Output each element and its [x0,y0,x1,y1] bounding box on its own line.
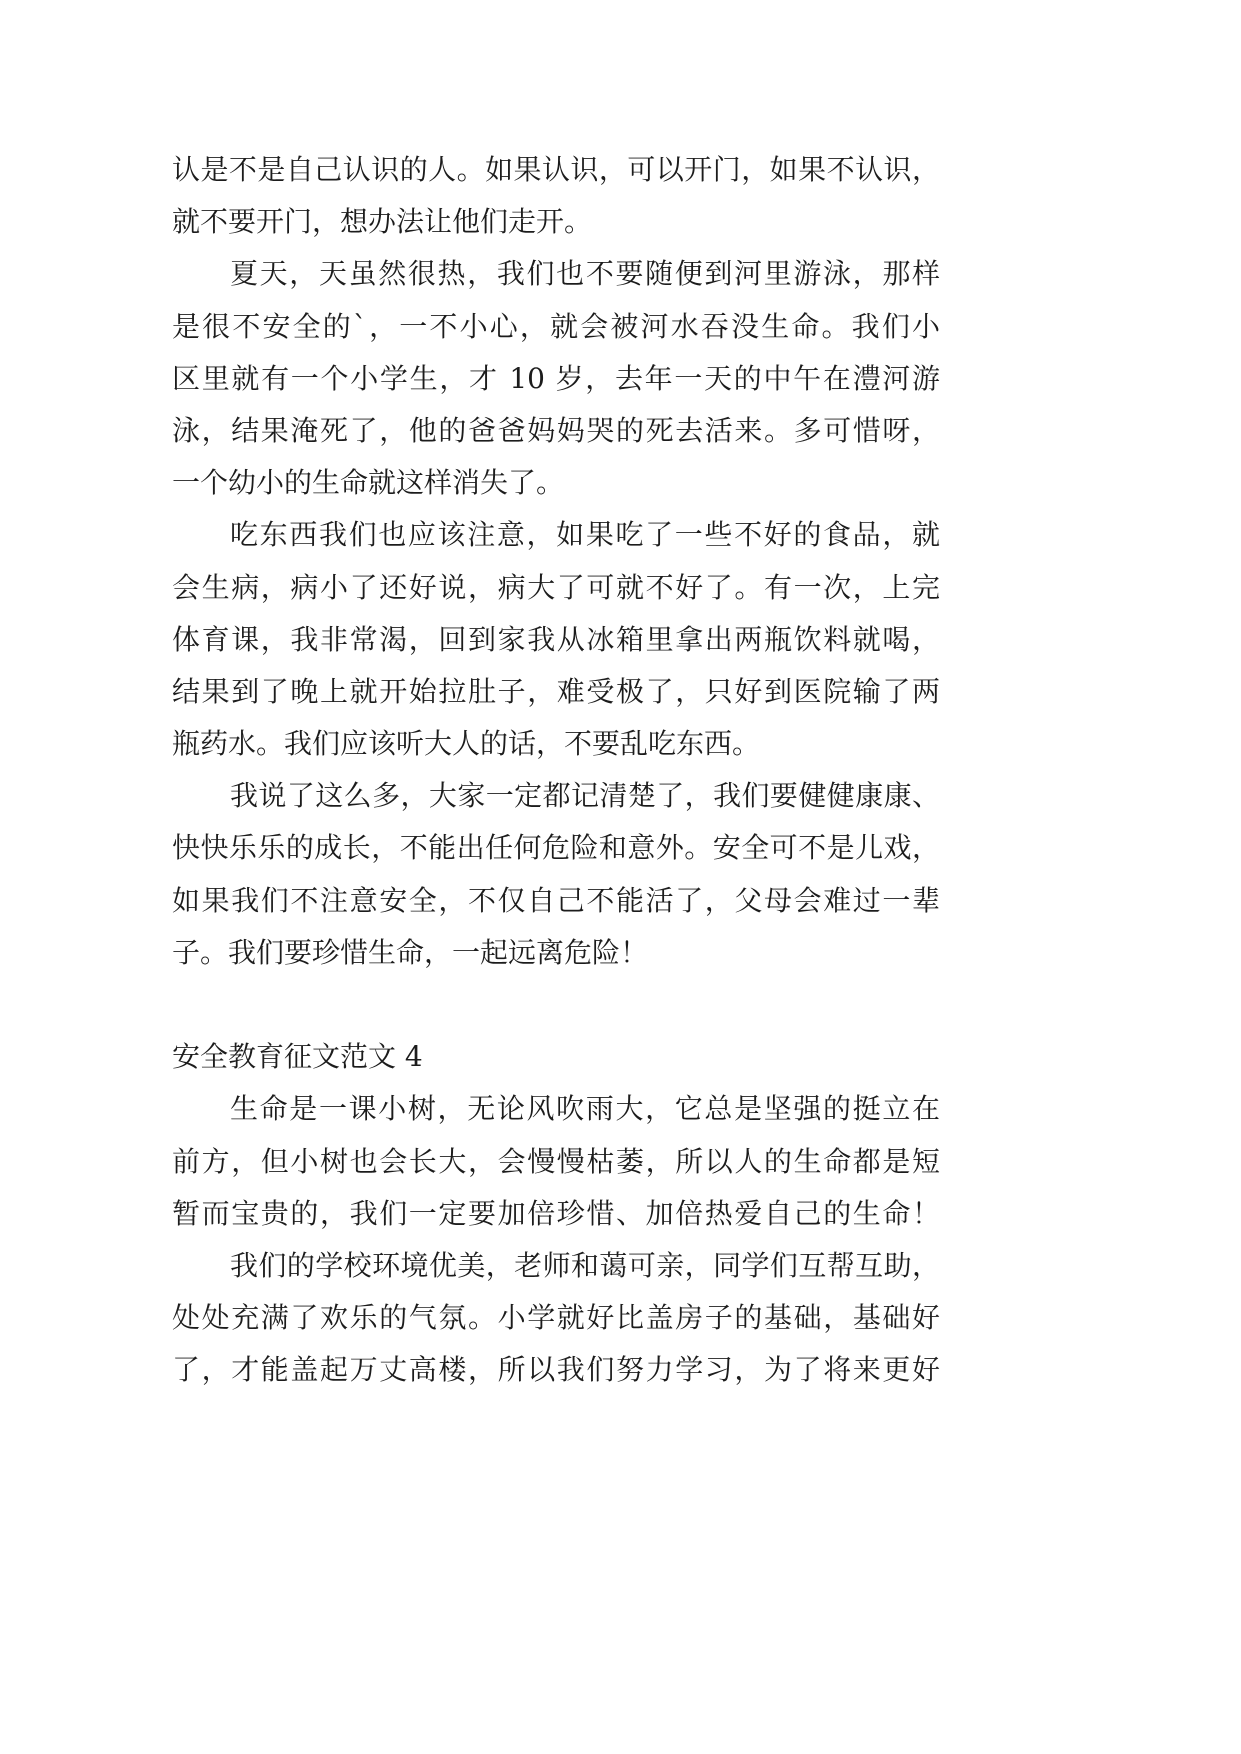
text-line: 处处充满了欢乐的气氛。小学就好比盖房子的基础，基础好 [172,1301,940,1335]
text-line: 生命是一课小树，无论风吹雨大，它总是坚强的挺立在 [230,1092,940,1126]
text-line: 就不要开门，想办法让他们走开。 [172,205,593,239]
text-line: 如果我们不注意安全，不仅自己不能活了，父母会难过一辈 [172,883,940,917]
text-line: 吃东西我们也应该注意，如果吃了一些不好的食品，就 [230,518,940,552]
text-line: 我们的学校环境优美，老师和蔼可亲，同学们互帮互助， [230,1248,940,1282]
text-line: 泳，结果淹死了，他的爸爸妈妈哭的死去活来。多可惜呀， [172,413,940,447]
paragraph [172,1240,940,1397]
paragraph [172,144,940,248]
text-line: 了，才能盖起万丈高楼，所以我们努力学习，为了将来更好 [172,1353,940,1387]
text-line: 快快乐乐的成长，不能出任何危险和意外。安全可不是儿戏， [172,831,940,865]
text-line: 子。我们要珍惜生命，一起远离危险！ [172,935,649,969]
text-line: 瓶药水。我们应该听大人的话，不要乱吃东西。 [172,727,761,761]
text-line: 前方，但小树也会长大，会慢慢枯萎，所以人的生命都是短 [172,1144,940,1178]
paragraph [172,509,940,770]
text-line: 暂而宝贵的，我们一定要加倍珍惜、加倍热爱自己的生命！ [172,1196,940,1230]
blank-line [172,979,940,1031]
paragraph [172,1083,940,1240]
text-line: 区里就有一个小学生，才 10 岁，去年一天的中午在澧河游 [172,361,940,395]
text-line: 认是不是自己认识的人。如果认识，可以开门，如果不认识， [172,153,940,186]
text-line: 体育课，我非常渴，回到家我从冰箱里拿出两瓶饮料就喝， [172,622,940,656]
section-heading: 安全教育征文范文 4 [172,1040,423,1074]
text-line: 会生病，病小了还好说，病大了可就不好了。有一次，上完 [172,570,940,604]
paragraph [172,770,940,979]
text-line: 是很不安全的`，一不小心，就会被河水吞没生命。我们小 [172,309,940,343]
text-line: 结果到了晚上就开始拉肚子，难受极了，只好到医院输了两 [172,674,940,708]
text-line: 夏天，天虽然很热，我们也不要随便到河里游泳，那样 [230,257,940,291]
text-line: 一个幼小的生命就这样消失了。 [172,466,565,500]
paragraph [172,248,940,509]
text-line: 我说了这么多，大家一定都记清楚了，我们要健健康康、 [230,779,940,813]
document-page [172,144,940,1397]
